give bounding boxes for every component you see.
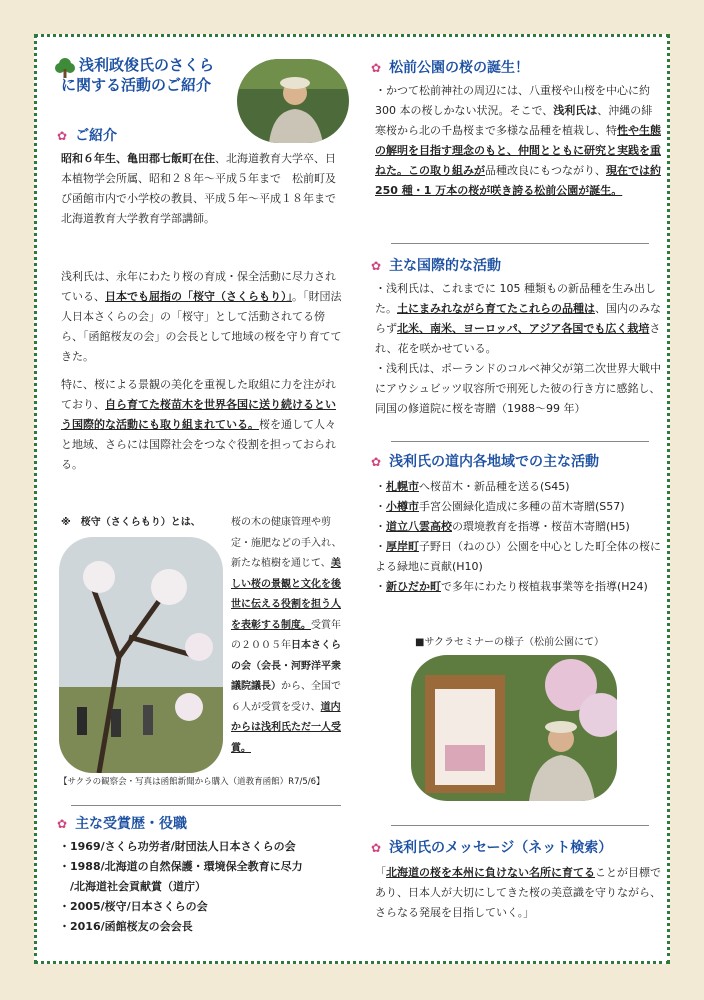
page-title bbox=[61, 55, 215, 95]
seminar-image bbox=[411, 655, 617, 801]
message-heading: ✿ 浅利氏のメッセージ（ネット検索） bbox=[371, 840, 613, 856]
list-item: ・1988/北海道の自然保護・環境保全教育に尽力 bbox=[59, 860, 303, 873]
awards-list bbox=[59, 837, 351, 937]
birth-heading: ✿ 松前公園の桜の誕生！ bbox=[371, 60, 530, 76]
message-paragraph: 「北海道の桜を本州に負けない名所に育てることが目標であり、日本人が大切にしてきた桜の美意識を守りながら、さらなる発展を目指していく。」 bbox=[375, 866, 661, 919]
divider bbox=[71, 805, 341, 806]
flower-icon: ✿ bbox=[57, 129, 68, 143]
intro-heading: ✿ ご紹介 bbox=[57, 128, 118, 144]
local-list bbox=[375, 477, 661, 597]
flower-icon: ✿ bbox=[371, 455, 382, 469]
list-item: ・2005/桜守/日本さくらの会 bbox=[59, 900, 208, 913]
flower-icon: ✿ bbox=[371, 61, 382, 75]
list-item: ・2016/函館桜友の会会長 bbox=[59, 920, 193, 933]
flower-icon: ✿ bbox=[371, 841, 382, 855]
cherry-tree-image bbox=[59, 537, 223, 773]
divider bbox=[391, 243, 649, 244]
list-item: ・小樽市手宮公園緑化造成に多種の苗木寄贈(S57) bbox=[375, 500, 625, 513]
local-heading: ✿ 浅利氏の道内各地域での主な活動 bbox=[371, 454, 600, 470]
newsletter-page bbox=[34, 34, 670, 964]
seminar-photo bbox=[411, 655, 617, 801]
intl-heading: ✿ 主な国際的な活動 bbox=[371, 258, 502, 274]
list-item: ・新ひだか町で多年にわたり桜植栽事業等を指導(H24) bbox=[375, 580, 648, 593]
title-line1: 浅利政俊氏のさくら bbox=[79, 56, 215, 74]
sakuramori-note-lead: ※ 桜守（さくらもり）とは、 bbox=[61, 517, 201, 528]
portrait-photo bbox=[237, 59, 349, 143]
intl-paragraph: ・浅利氏は、これまでに 105 種類もの新品種を生み出した。土にまみれながら育てたこれらの品種は、国内のみならず北米、南米、ヨーロッパ、アジア各国でも広く栽培され、花を咲かせている。 ・浅利氏は、ポーランドのコルベ神父が第二次世界大戦中にアウシュビッツ収容所で刑死した彼の行き方に感銘し、同国の修道院に桜を寄贈（1988～99 年） bbox=[375, 282, 661, 415]
flower-icon: ✿ bbox=[57, 817, 68, 831]
observation-photo bbox=[59, 537, 223, 773]
divider bbox=[391, 825, 649, 826]
list-item: /北海道社会貢献賞（道庁） bbox=[59, 880, 207, 893]
sakuramori-note-body: 桜の木の健康管理や剪定・施肥などの手入れ、新たな植樹を通じて、美しい桜の景観と文化を後世に伝える役割を担う人を表彰する制度。受賞年の２００５年日本さくらの会（会長・河野洋平衆議院議長）から、全国で６人が受賞を受け、道内からは浅利氏ただ一人受賞。 bbox=[231, 517, 342, 754]
birth-paragraph: ・かつて松前神社の周辺には、八重桜や山桜を中心に約 300 本の桜しかない状況。そこで、浅利氏は、沖縄の緋寒桜から北の千島桜まで多様な品種を植栽し、特性や生態の解明を目指す理念のもと、仲間とともに研究と実践を重ねた。この取り組みが品種改良にもつながり、現在では約 250 種・1 万本の桜が咲き誇る松前公園が誕生。 bbox=[375, 84, 661, 197]
portrait-image bbox=[237, 59, 349, 143]
list-item: ・厚岸町子野日（ねのひ）公園を中心とした町全体の桜による緑地に貢献(H10) bbox=[375, 540, 661, 573]
seminar-caption: ■サクラセミナーの様子（松前公園にて） bbox=[415, 637, 605, 648]
list-item: ・道立八雲高校の環境教育を指導・桜苗木寄贈(H5) bbox=[375, 520, 630, 533]
title-line2: に関する活動のご紹介 bbox=[61, 76, 212, 94]
intro-paragraph-2: 浅利氏は、永年にわたり桜の育成・保全活動に尽力されている、日本でも屈指の「桜守（さくらもり）」。「財団法人日本さくらの会」の「桜守」として活動されてる傍ら、「函館桜友の会」の会長として地域の桜を守り育ててきた。 bbox=[61, 270, 342, 363]
divider bbox=[391, 441, 649, 442]
photo-caption: 【サクラの観察会・写真は函館新聞から購入（道教育函館）R7/5/6】 bbox=[59, 777, 325, 787]
list-item: ・札幌市へ桜苗木・新品種を送る(S45) bbox=[375, 480, 570, 493]
list-item: ・1969/さくら功労者/財団法人日本さくらの会 bbox=[59, 840, 296, 853]
intro-paragraph-3: 特に、桜による景観の美化を重視した取組に力を注がれており、自ら育てた桜苗木を世界各国に送り続けるという国際的な活動にも取り組まれている。桜を通して人々と地域、さらには国際社会をつなぐ役割を担っておられる。 bbox=[61, 378, 336, 471]
intro-paragraph-1: 昭和６年生、亀田郡七飯町在住、北海道教育大学卒、日本植物学会所属、昭和２８年～平成５年まで 松前町及び函館市内で小学校の教員、平成５年～平成１８年まで 北海道教育大学教育学部講師。 bbox=[61, 152, 347, 225]
flower-icon: ✿ bbox=[371, 259, 382, 273]
awards-heading: ✿ 主な受賞歴・役職 bbox=[57, 816, 188, 832]
